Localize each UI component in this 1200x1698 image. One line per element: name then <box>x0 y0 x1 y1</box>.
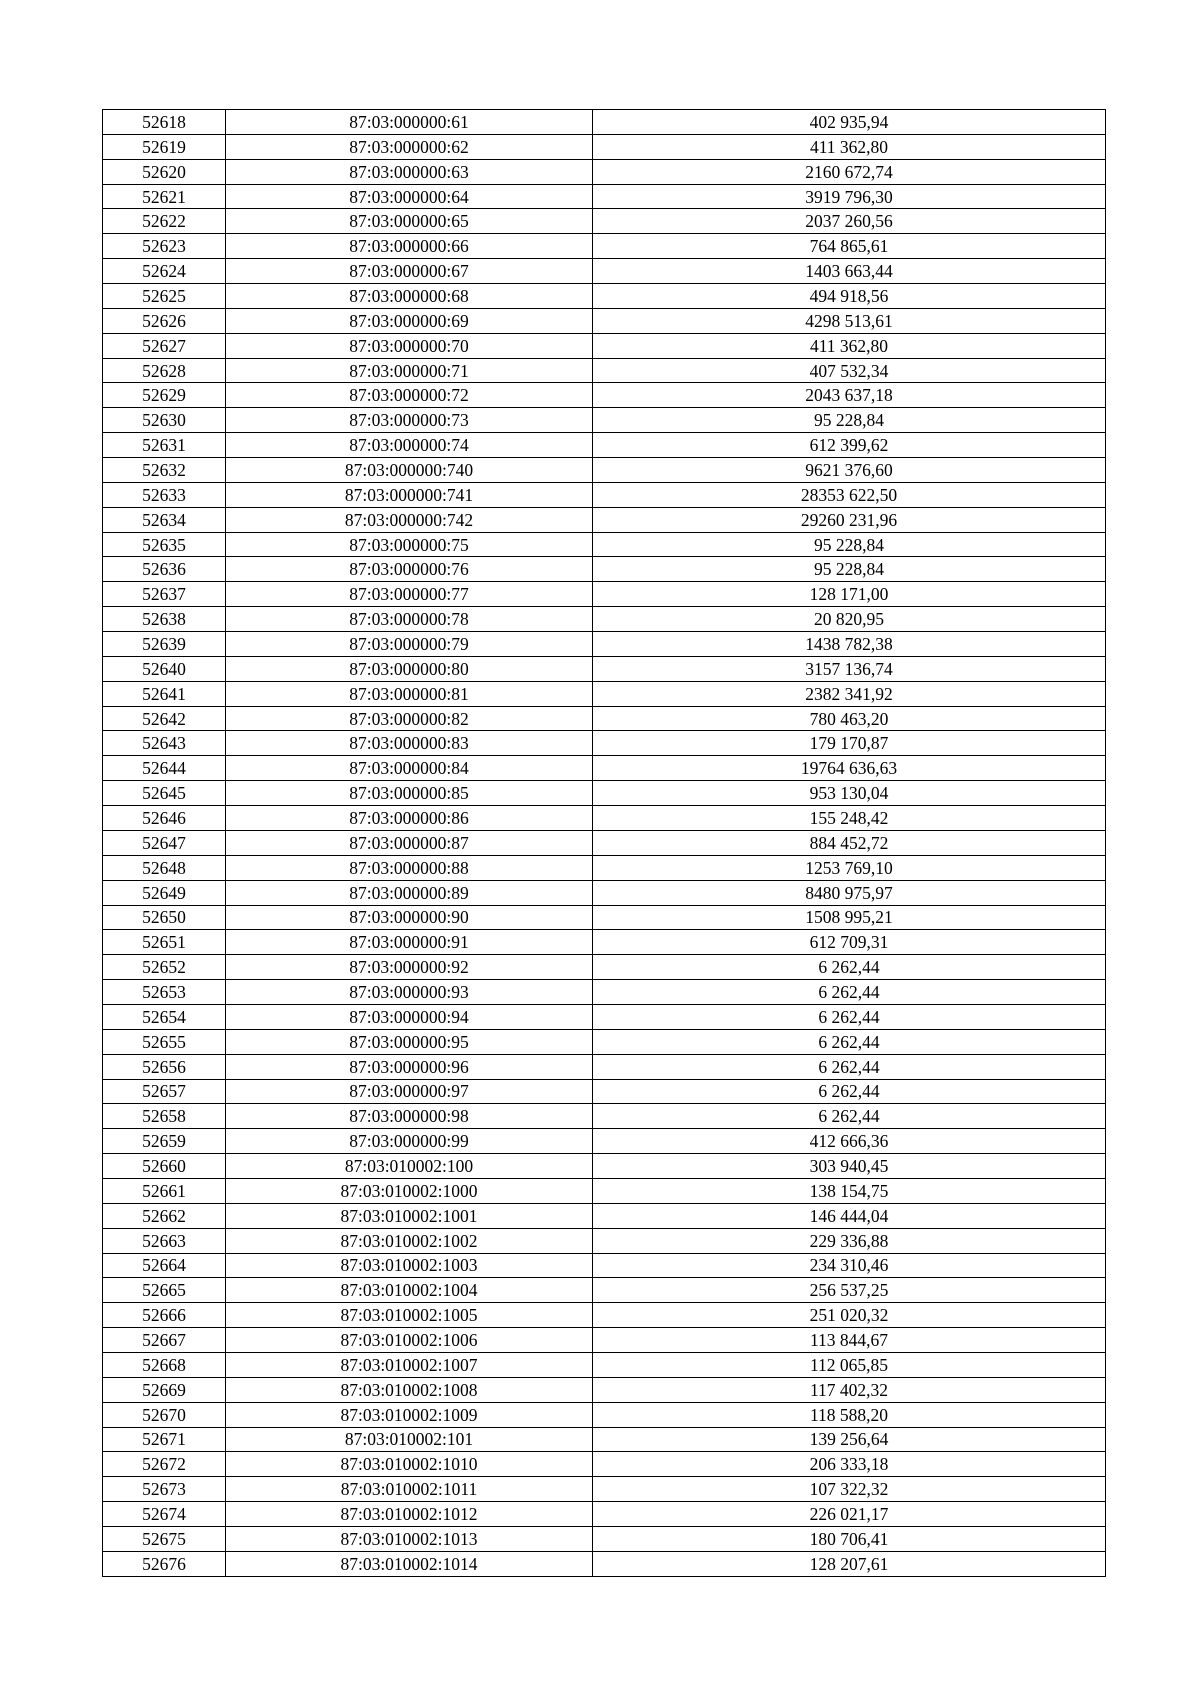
table-row <box>103 930 1106 955</box>
cadastral-number-cell: 87:03:010002:1001 <box>226 1203 593 1228</box>
cadastral-number-cell: 87:03:000000:98 <box>226 1104 593 1129</box>
cadastral-number-cell: 87:03:000000:75 <box>226 532 593 557</box>
table-row <box>103 1004 1106 1029</box>
cadastral-number-cell: 87:03:010002:1007 <box>226 1352 593 1377</box>
value-cell: 884 452,72 <box>593 830 1106 855</box>
value-cell: 780 463,20 <box>593 706 1106 731</box>
value-cell: 612 709,31 <box>593 930 1106 955</box>
value-cell: 95 228,84 <box>593 532 1106 557</box>
row-number-cell: 52658 <box>103 1104 226 1129</box>
cadastral-number-cell: 87:03:000000:741 <box>226 482 593 507</box>
table-row <box>103 110 1106 135</box>
table-row <box>103 1154 1106 1179</box>
value-cell: 1438 782,38 <box>593 632 1106 657</box>
row-number-cell: 52627 <box>103 333 226 358</box>
cadastral-number-cell: 87:03:010002:1002 <box>226 1228 593 1253</box>
table-row <box>103 433 1106 458</box>
row-number-cell: 52660 <box>103 1154 226 1179</box>
cadastral-number-cell: 87:03:010002:1004 <box>226 1278 593 1303</box>
table-row <box>103 1377 1106 1402</box>
value-cell: 256 537,25 <box>593 1278 1106 1303</box>
value-cell: 6 262,44 <box>593 1004 1106 1029</box>
value-cell: 953 130,04 <box>593 781 1106 806</box>
value-cell: 1253 769,10 <box>593 855 1106 880</box>
row-number-cell: 52653 <box>103 980 226 1005</box>
value-cell: 146 444,04 <box>593 1203 1106 1228</box>
value-cell: 234 310,46 <box>593 1253 1106 1278</box>
table-row <box>103 855 1106 880</box>
value-cell: 9621 376,60 <box>593 458 1106 483</box>
row-number-cell: 52654 <box>103 1004 226 1029</box>
row-number-cell: 52667 <box>103 1328 226 1353</box>
table-row <box>103 1178 1106 1203</box>
value-cell: 29260 231,96 <box>593 507 1106 532</box>
row-number-cell: 52657 <box>103 1079 226 1104</box>
cadastral-number-cell: 87:03:000000:71 <box>226 358 593 383</box>
row-number-cell: 52630 <box>103 408 226 433</box>
value-cell: 128 207,61 <box>593 1551 1106 1576</box>
cadastral-number-cell: 87:03:000000:64 <box>226 184 593 209</box>
table-row <box>103 557 1106 582</box>
value-cell: 411 362,80 <box>593 333 1106 358</box>
value-cell: 155 248,42 <box>593 806 1106 831</box>
table-row <box>103 756 1106 781</box>
row-number-cell: 52634 <box>103 507 226 532</box>
row-number-cell: 52656 <box>103 1054 226 1079</box>
value-cell: 206 333,18 <box>593 1452 1106 1477</box>
cadastral-number-cell: 87:03:000000:77 <box>226 582 593 607</box>
value-cell: 407 532,34 <box>593 358 1106 383</box>
row-number-cell: 52666 <box>103 1303 226 1328</box>
cadastral-number-cell: 87:03:000000:72 <box>226 383 593 408</box>
cadastral-number-cell: 87:03:000000:70 <box>226 333 593 358</box>
row-number-cell: 52645 <box>103 781 226 806</box>
table-row <box>103 656 1106 681</box>
row-number-cell: 52662 <box>103 1203 226 1228</box>
row-number-cell: 52643 <box>103 731 226 756</box>
table-row <box>103 259 1106 284</box>
row-number-cell: 52659 <box>103 1129 226 1154</box>
table-row <box>103 1551 1106 1576</box>
table-row <box>103 731 1106 756</box>
value-cell: 19764 636,63 <box>593 756 1106 781</box>
row-number-cell: 52624 <box>103 259 226 284</box>
value-cell: 95 228,84 <box>593 557 1106 582</box>
cadastral-number-cell: 87:03:000000:74 <box>226 433 593 458</box>
cadastral-number-cell: 87:03:010002:1005 <box>226 1303 593 1328</box>
row-number-cell: 52663 <box>103 1228 226 1253</box>
value-cell: 6 262,44 <box>593 1029 1106 1054</box>
table-row <box>103 408 1106 433</box>
value-cell: 1403 663,44 <box>593 259 1106 284</box>
cadastral-number-cell: 87:03:000000:93 <box>226 980 593 1005</box>
cadastral-number-cell: 87:03:000000:65 <box>226 209 593 234</box>
value-cell: 20 820,95 <box>593 607 1106 632</box>
cadastral-number-cell: 87:03:000000:69 <box>226 308 593 333</box>
value-cell: 117 402,32 <box>593 1377 1106 1402</box>
value-cell: 251 020,32 <box>593 1303 1106 1328</box>
table-body <box>103 110 1106 1577</box>
table-row <box>103 532 1106 557</box>
row-number-cell: 52668 <box>103 1352 226 1377</box>
cadastral-number-cell: 87:03:010002:1009 <box>226 1402 593 1427</box>
cadastral-number-cell: 87:03:000000:95 <box>226 1029 593 1054</box>
row-number-cell: 52672 <box>103 1452 226 1477</box>
table-row <box>103 284 1106 309</box>
cadastral-number-cell: 87:03:010002:1014 <box>226 1551 593 1576</box>
value-cell: 179 170,87 <box>593 731 1106 756</box>
row-number-cell: 52674 <box>103 1502 226 1527</box>
value-cell: 8480 975,97 <box>593 880 1106 905</box>
table-row <box>103 1328 1106 1353</box>
value-cell: 6 262,44 <box>593 955 1106 980</box>
row-number-cell: 52632 <box>103 458 226 483</box>
cadastral-number-cell: 87:03:000000:81 <box>226 681 593 706</box>
cadastral-number-cell: 87:03:000000:61 <box>226 110 593 135</box>
row-number-cell: 52636 <box>103 557 226 582</box>
cadastral-number-cell: 87:03:010002:1012 <box>226 1502 593 1527</box>
row-number-cell: 52629 <box>103 383 226 408</box>
value-cell: 2382 341,92 <box>593 681 1106 706</box>
row-number-cell: 52670 <box>103 1402 226 1427</box>
value-cell: 95 228,84 <box>593 408 1106 433</box>
table-row <box>103 308 1106 333</box>
row-number-cell: 52650 <box>103 905 226 930</box>
table-row <box>103 234 1106 259</box>
value-cell: 107 322,32 <box>593 1477 1106 1502</box>
cadastral-number-cell: 87:03:000000:94 <box>226 1004 593 1029</box>
row-number-cell: 52640 <box>103 656 226 681</box>
value-cell: 139 256,64 <box>593 1427 1106 1452</box>
value-cell: 2043 637,18 <box>593 383 1106 408</box>
cadastral-number-cell: 87:03:000000:84 <box>226 756 593 781</box>
table-row <box>103 1427 1106 1452</box>
row-number-cell: 52625 <box>103 284 226 309</box>
row-number-cell: 52655 <box>103 1029 226 1054</box>
cadastral-number-cell: 87:03:000000:76 <box>226 557 593 582</box>
row-number-cell: 52628 <box>103 358 226 383</box>
table-row <box>103 632 1106 657</box>
row-number-cell: 52675 <box>103 1526 226 1551</box>
cadastral-number-cell: 87:03:010002:1013 <box>226 1526 593 1551</box>
cadastral-number-cell: 87:03:000000:740 <box>226 458 593 483</box>
table-row <box>103 830 1106 855</box>
table-row <box>103 781 1106 806</box>
value-cell: 28353 622,50 <box>593 482 1106 507</box>
row-number-cell: 52652 <box>103 955 226 980</box>
cadastral-number-cell: 87:03:000000:66 <box>226 234 593 259</box>
table-row <box>103 507 1106 532</box>
value-cell: 118 588,20 <box>593 1402 1106 1427</box>
table-row <box>103 1079 1106 1104</box>
cadastral-number-cell: 87:03:000000:99 <box>226 1129 593 1154</box>
table-row <box>103 134 1106 159</box>
value-cell: 2037 260,56 <box>593 209 1106 234</box>
row-number-cell: 52647 <box>103 830 226 855</box>
row-number-cell: 52641 <box>103 681 226 706</box>
value-cell: 6 262,44 <box>593 1054 1106 1079</box>
table-row <box>103 1402 1106 1427</box>
row-number-cell: 52637 <box>103 582 226 607</box>
cadastral-number-cell: 87:03:000000:88 <box>226 855 593 880</box>
table-row <box>103 582 1106 607</box>
value-cell: 113 844,67 <box>593 1328 1106 1353</box>
table-row <box>103 1502 1106 1527</box>
row-number-cell: 52669 <box>103 1377 226 1402</box>
cadastral-number-cell: 87:03:000000:97 <box>226 1079 593 1104</box>
row-number-cell: 52676 <box>103 1551 226 1576</box>
table-row <box>103 1129 1106 1154</box>
value-cell: 112 065,85 <box>593 1352 1106 1377</box>
row-number-cell: 52626 <box>103 308 226 333</box>
row-number-cell: 52664 <box>103 1253 226 1278</box>
cadastral-number-cell: 87:03:000000:91 <box>226 930 593 955</box>
table-row <box>103 1526 1106 1551</box>
value-cell: 180 706,41 <box>593 1526 1106 1551</box>
value-cell: 402 935,94 <box>593 110 1106 135</box>
value-cell: 226 021,17 <box>593 1502 1106 1527</box>
value-cell: 2160 672,74 <box>593 159 1106 184</box>
cadastral-number-cell: 87:03:000000:62 <box>226 134 593 159</box>
row-number-cell: 52631 <box>103 433 226 458</box>
row-number-cell: 52642 <box>103 706 226 731</box>
cadastral-number-cell: 87:03:000000:82 <box>226 706 593 731</box>
cadastral-number-cell: 87:03:000000:742 <box>226 507 593 532</box>
table-row <box>103 905 1106 930</box>
table-row <box>103 955 1106 980</box>
row-number-cell: 52621 <box>103 184 226 209</box>
value-cell: 411 362,80 <box>593 134 1106 159</box>
row-number-cell: 52665 <box>103 1278 226 1303</box>
value-cell: 128 171,00 <box>593 582 1106 607</box>
row-number-cell: 52646 <box>103 806 226 831</box>
value-cell: 494 918,56 <box>593 284 1106 309</box>
table-row <box>103 1278 1106 1303</box>
row-number-cell: 52673 <box>103 1477 226 1502</box>
row-number-cell: 52618 <box>103 110 226 135</box>
row-number-cell: 52619 <box>103 134 226 159</box>
table-row <box>103 681 1106 706</box>
cadastral-number-cell: 87:03:000000:87 <box>226 830 593 855</box>
value-cell: 303 940,45 <box>593 1154 1106 1179</box>
cadastral-number-cell: 87:03:010002:1006 <box>226 1328 593 1353</box>
table-row <box>103 706 1106 731</box>
table-row <box>103 980 1106 1005</box>
cadastral-number-cell: 87:03:000000:89 <box>226 880 593 905</box>
value-cell: 4298 513,61 <box>593 308 1106 333</box>
table-row <box>103 1352 1106 1377</box>
cadastral-number-cell: 87:03:010002:1011 <box>226 1477 593 1502</box>
table-row <box>103 1452 1106 1477</box>
value-cell: 612 399,62 <box>593 433 1106 458</box>
table-row <box>103 458 1106 483</box>
row-number-cell: 52633 <box>103 482 226 507</box>
cadastral-number-cell: 87:03:000000:92 <box>226 955 593 980</box>
table-row <box>103 1303 1106 1328</box>
row-number-cell: 52638 <box>103 607 226 632</box>
cadastral-number-cell: 87:03:000000:86 <box>226 806 593 831</box>
table-row <box>103 1228 1106 1253</box>
cadastral-number-cell: 87:03:000000:63 <box>226 159 593 184</box>
row-number-cell: 52671 <box>103 1427 226 1452</box>
cadastral-number-cell: 87:03:000000:83 <box>226 731 593 756</box>
value-cell: 412 666,36 <box>593 1129 1106 1154</box>
cadastral-number-cell: 87:03:010002:100 <box>226 1154 593 1179</box>
table-row <box>103 1203 1106 1228</box>
value-cell: 138 154,75 <box>593 1178 1106 1203</box>
row-number-cell: 52622 <box>103 209 226 234</box>
cadastral-number-cell: 87:03:000000:80 <box>226 656 593 681</box>
row-number-cell: 52661 <box>103 1178 226 1203</box>
table-row <box>103 209 1106 234</box>
table-row <box>103 806 1106 831</box>
value-cell: 764 865,61 <box>593 234 1106 259</box>
table-row <box>103 607 1106 632</box>
row-number-cell: 52635 <box>103 532 226 557</box>
cadastral-number-cell: 87:03:010002:1010 <box>226 1452 593 1477</box>
table-row <box>103 482 1106 507</box>
cadastral-number-cell: 87:03:000000:90 <box>226 905 593 930</box>
row-number-cell: 52639 <box>103 632 226 657</box>
table-row <box>103 383 1106 408</box>
cadastral-number-cell: 87:03:000000:96 <box>226 1054 593 1079</box>
table-row <box>103 1029 1106 1054</box>
row-number-cell: 52623 <box>103 234 226 259</box>
table-row <box>103 880 1106 905</box>
cadastral-number-cell: 87:03:000000:67 <box>226 259 593 284</box>
cadastral-number-cell: 87:03:010002:101 <box>226 1427 593 1452</box>
table-row <box>103 1253 1106 1278</box>
table-row <box>103 1104 1106 1129</box>
cadastral-number-cell: 87:03:010002:1008 <box>226 1377 593 1402</box>
cadastral-number-cell: 87:03:010002:1003 <box>226 1253 593 1278</box>
value-cell: 6 262,44 <box>593 1104 1106 1129</box>
table-row <box>103 358 1106 383</box>
cadastral-number-cell: 87:03:010002:1000 <box>226 1178 593 1203</box>
cadastral-number-cell: 87:03:000000:85 <box>226 781 593 806</box>
value-cell: 6 262,44 <box>593 980 1106 1005</box>
value-cell: 229 336,88 <box>593 1228 1106 1253</box>
row-number-cell: 52651 <box>103 930 226 955</box>
table-row <box>103 184 1106 209</box>
cadastral-number-cell: 87:03:000000:78 <box>226 607 593 632</box>
value-cell: 3919 796,30 <box>593 184 1106 209</box>
row-number-cell: 52644 <box>103 756 226 781</box>
cadastral-number-cell: 87:03:000000:73 <box>226 408 593 433</box>
cadastral-number-cell: 87:03:000000:68 <box>226 284 593 309</box>
cadastral-value-table <box>102 109 1106 1577</box>
value-cell: 3157 136,74 <box>593 656 1106 681</box>
table-row <box>103 1477 1106 1502</box>
table-row <box>103 333 1106 358</box>
cadastral-number-cell: 87:03:000000:79 <box>226 632 593 657</box>
value-cell: 6 262,44 <box>593 1079 1106 1104</box>
row-number-cell: 52620 <box>103 159 226 184</box>
row-number-cell: 52648 <box>103 855 226 880</box>
table-row <box>103 159 1106 184</box>
row-number-cell: 52649 <box>103 880 226 905</box>
value-cell: 1508 995,21 <box>593 905 1106 930</box>
table-row <box>103 1054 1106 1079</box>
